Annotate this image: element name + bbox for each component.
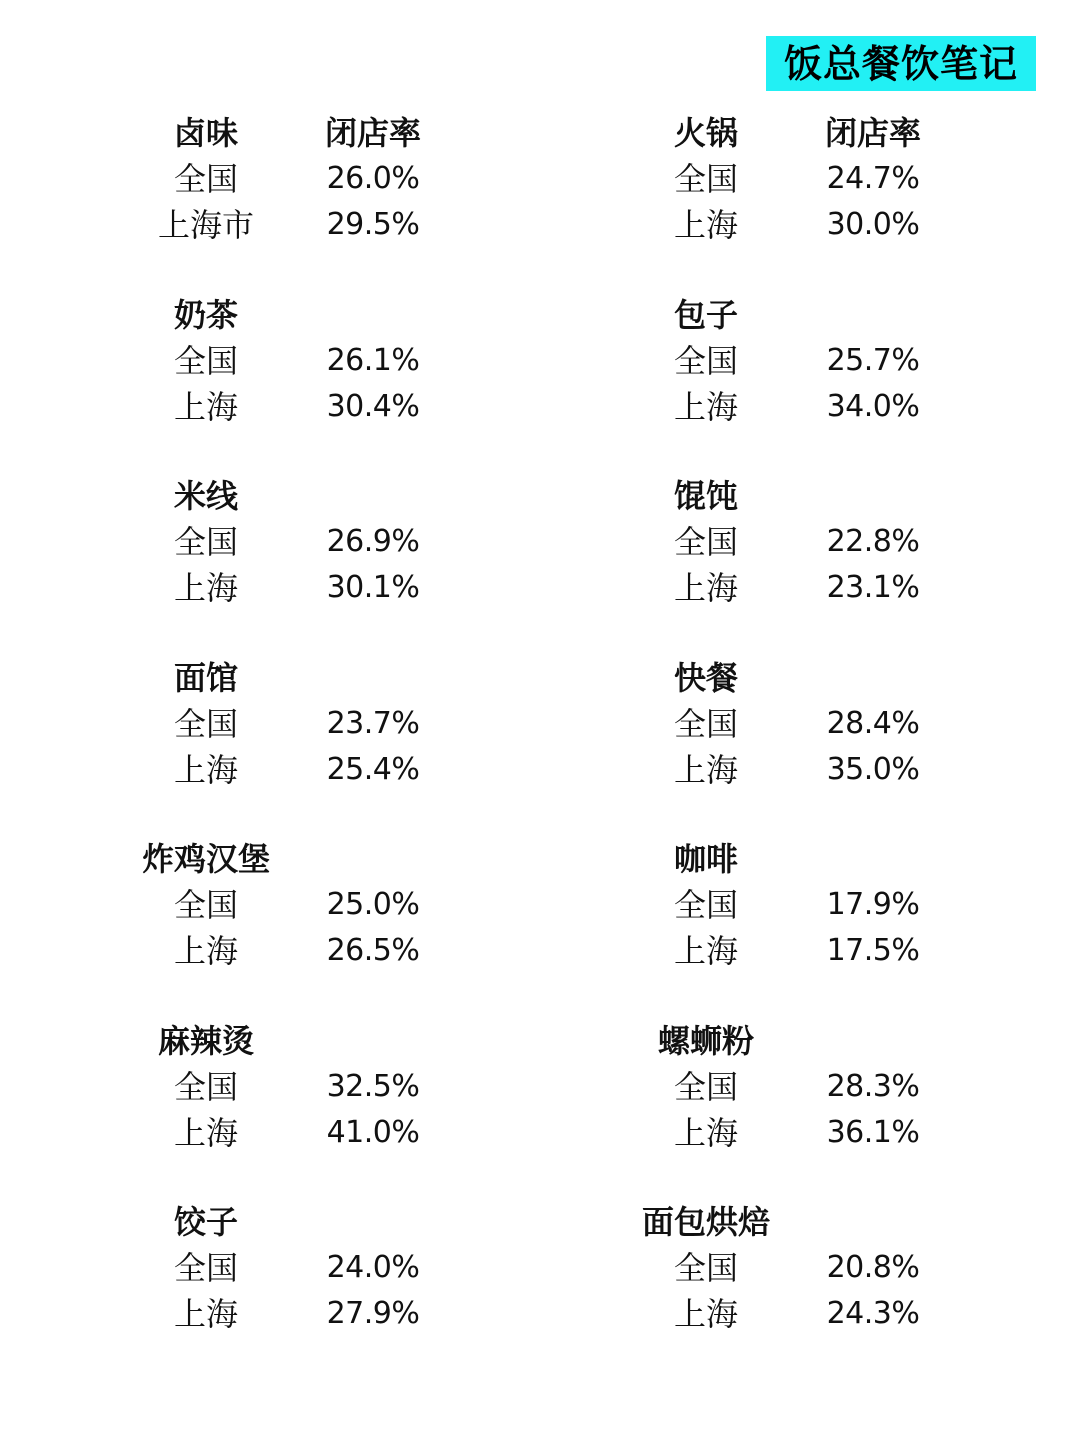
data-row <box>500 1110 1040 1156</box>
region-label: 全国 <box>173 704 239 743</box>
region-label: 上海 <box>173 569 239 607</box>
data-row <box>0 565 540 611</box>
region-label: 全国 <box>173 1249 239 1287</box>
closure-rate-value: 23.7% <box>326 705 420 741</box>
closure-rate-value: 25.4% <box>326 751 420 787</box>
region-label: 全国 <box>673 1249 739 1287</box>
data-row <box>500 384 1040 430</box>
region-label: 上海 <box>673 750 739 789</box>
category-name: 馄饨 <box>673 477 739 515</box>
closure-rate-value: 28.4% <box>826 705 920 741</box>
data-row <box>0 156 540 202</box>
category-name: 饺子 <box>173 1203 239 1241</box>
right-column <box>500 0 1040 1440</box>
data-row <box>0 1245 540 1291</box>
data-row <box>0 519 540 565</box>
closure-rate-value: 35.0% <box>826 751 920 787</box>
data-row <box>0 747 540 793</box>
category-name: 卤味 <box>173 114 239 152</box>
closure-rate-value: 26.0% <box>326 161 420 196</box>
closure-rate-value: 30.0% <box>826 207 920 242</box>
category-name: 麻辣烫 <box>157 1021 255 1060</box>
closure-rate-value: 27.9% <box>326 1296 420 1331</box>
closure-rate-value: 29.5% <box>326 207 420 242</box>
data-row <box>0 882 540 928</box>
closure-rate-value: 32.5% <box>326 1068 420 1104</box>
category-name: 包子 <box>673 295 739 334</box>
data-row <box>0 202 540 248</box>
closure-rate-value: 17.9% <box>826 887 920 922</box>
category-name: 火锅 <box>673 114 739 152</box>
data-row <box>0 338 540 384</box>
data-row <box>500 928 1040 974</box>
closure-rate-value: 36.1% <box>826 1114 920 1150</box>
data-row <box>500 882 1040 928</box>
closure-rate-value: 22.8% <box>826 524 920 559</box>
category-name: 米线 <box>173 477 239 515</box>
region-label: 上海 <box>173 932 239 970</box>
closure-rate-value: 20.8% <box>826 1250 920 1285</box>
data-row <box>500 701 1040 747</box>
region-label: 全国 <box>673 704 739 743</box>
closure-rate-value: 17.5% <box>826 933 920 968</box>
region-label: 全国 <box>673 160 739 198</box>
region-label: 全国 <box>673 1067 739 1106</box>
closure-rate-value: 25.0% <box>326 887 420 922</box>
region-label: 上海市 <box>157 206 255 244</box>
region-label: 全国 <box>673 886 739 924</box>
region-label: 全国 <box>673 523 739 561</box>
region-label: 上海 <box>673 569 739 607</box>
region-label: 上海 <box>173 750 239 789</box>
category-name: 奶茶 <box>173 295 239 334</box>
data-row <box>500 1064 1040 1110</box>
closure-rate-value: 24.0% <box>326 1250 420 1285</box>
closure-rate-value: 24.7% <box>826 161 920 196</box>
data-row <box>0 701 540 747</box>
category-name: 面包烘焙 <box>641 1203 771 1241</box>
region-label: 上海 <box>173 1113 239 1152</box>
data-row <box>500 565 1040 611</box>
region-label: 上海 <box>673 1295 739 1333</box>
closure-rate-value: 41.0% <box>326 1114 420 1150</box>
region-label: 上海 <box>673 1113 739 1152</box>
region-label: 上海 <box>673 206 739 244</box>
closure-rate-value: 26.1% <box>326 342 420 378</box>
region-label: 上海 <box>673 387 739 426</box>
region-label: 上海 <box>673 932 739 970</box>
closure-rate-value: 25.7% <box>826 342 920 378</box>
closure-rate-value: 23.1% <box>826 570 920 605</box>
closure-rate-value: 26.9% <box>326 524 420 559</box>
closure-rate-value: 30.1% <box>326 570 420 605</box>
data-row <box>500 1245 1040 1291</box>
region-label: 全国 <box>673 341 739 380</box>
data-row <box>0 1064 540 1110</box>
data-row <box>500 202 1040 248</box>
data-row <box>0 1291 540 1337</box>
region-label: 全国 <box>173 1067 239 1106</box>
data-row <box>0 384 540 430</box>
brand-badge: 饭总餐饮笔记 <box>766 36 1036 91</box>
region-label: 全国 <box>173 341 239 380</box>
data-row <box>500 1291 1040 1337</box>
region-label: 全国 <box>173 160 239 198</box>
data-row <box>500 519 1040 565</box>
closure-rate-value: 26.5% <box>326 933 420 968</box>
category-name: 炸鸡汉堡 <box>141 840 271 878</box>
category-name: 面馆 <box>173 658 239 697</box>
data-row <box>500 338 1040 384</box>
data-row <box>500 747 1040 793</box>
closure-rate-value: 34.0% <box>826 388 920 424</box>
category-name: 快餐 <box>673 658 739 697</box>
category-name: 螺蛳粉 <box>657 1021 755 1060</box>
data-row <box>0 1110 540 1156</box>
closure-rate-header-left: 闭店率 <box>324 114 422 152</box>
category-name: 咖啡 <box>673 840 739 878</box>
region-label: 上海 <box>173 387 239 426</box>
closure-rate-header-right: 闭店率 <box>824 114 922 152</box>
data-row <box>0 928 540 974</box>
data-row <box>500 156 1040 202</box>
region-label: 全国 <box>173 886 239 924</box>
region-label: 上海 <box>173 1295 239 1333</box>
closure-rate-value: 28.3% <box>826 1068 920 1104</box>
region-label: 全国 <box>173 523 239 561</box>
closure-rate-value: 24.3% <box>826 1296 920 1331</box>
closure-rate-value: 30.4% <box>326 388 420 424</box>
